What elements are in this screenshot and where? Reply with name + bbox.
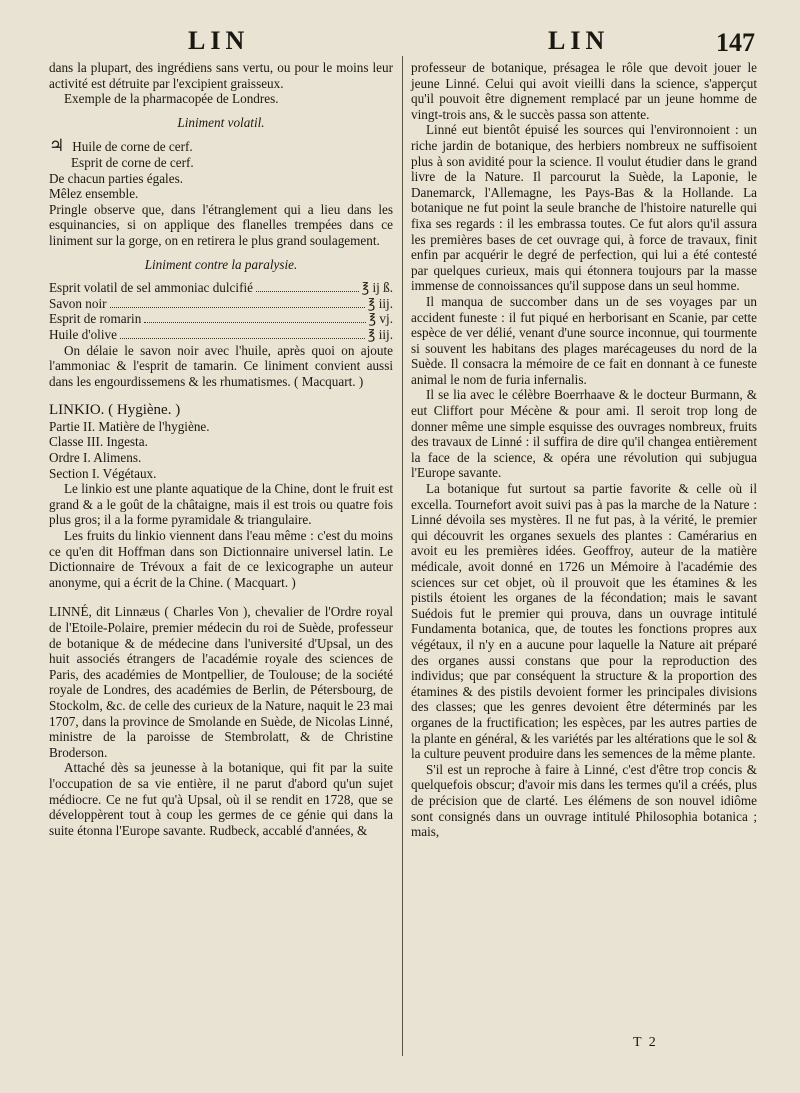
signature-mark: T 2 bbox=[633, 1035, 658, 1050]
recipe-line: De chacun parties égales. bbox=[49, 170, 184, 186]
ingredient-row: Huile d'olive ℥ iij. bbox=[49, 326, 393, 342]
linkio-class-line: Partie II. Matière de l'hygiène. bbox=[49, 418, 210, 434]
linkio-paragraph: Le linkio est une plante aquatique de la Chine, dont le fruit est grand & a le goût de la châtaigne, mais il est trois ou quatre fois plus gros; il a la forme pyramidale & triangulaire. bbox=[49, 481, 393, 528]
ingredient-row: Esprit volatil de sel ammoniac dulcifié ℥ ij ß. bbox=[49, 280, 393, 296]
linkio-class-line: Section I. Végétaux. bbox=[49, 465, 157, 481]
linne-paragraph: La botanique fut surtout sa partie favorite & celle où il excella. Tournefort avoit suivi pas à pas la marche de la Nature : Linné dévoila ses mystères. Il ne fut pas, à la vérité, le premier qui découvrit les organes sexuels des plantes : Camérarius en avoit eu les premières idées. Geoffroy, auteur de la matière médicale, avoit donné en 1726 un Mémoire à l'académie des sciences sur cet objet, où il prouvoit que les étamines & les pistils étoient les organes de la fécondation; mais le savant Suédois fut le premier qui prouva, dans un ouvrage intitulé Fundamenta botanica, que, de toutes les fonctions propres aux végétaux, il n'y en a aucune pour laquelle la Nature ait préparé des organes aussi constans que pour la reproduction des individus; que par conséquent la structure & la proportion des étamines & des pistils devoient former les principales divisions des classes; que les genres devoient être déterminés par les organes de la fructification; les espèces, par les autres parties de la plante en général, & les variétés par les altérations que le sol & la culture peuvent produire dans les semences de la même plante. bbox=[411, 481, 757, 762]
recipe-line: ♃ Huile de corne de cerf. bbox=[49, 136, 193, 156]
paralysis-title: Liniment contre la paralysie. bbox=[144, 256, 298, 272]
ingredient-row: Esprit de romarin ℥ vj. bbox=[49, 311, 393, 327]
pringle-paragraph: Pringle observe que, dans l'étranglement qui a lieu dans les esquinancies, si on applique des flanelles trempées dans ce liniment sur la gorge, on en retirera le plus grand soulagement. bbox=[49, 201, 393, 248]
column-divider bbox=[402, 56, 403, 1056]
recipe-line: Mêlez ensemble. bbox=[49, 186, 139, 202]
left-column bbox=[49, 60, 393, 838]
volatile-recipe bbox=[49, 138, 393, 201]
right-column bbox=[411, 60, 757, 840]
recipe-line: Esprit de corne de cerf. bbox=[71, 154, 194, 170]
linne-paragraph: Attaché dès sa jeunesse à la botanique, qui fit par la suite l'occupation de sa vie entière, il ne parut d'abord qu'un sujet médiocre. Ce ne fut qu'à Upsal, où il se rendit en 1728, que se développèrent tout à coup les germes de ce génie qui dans la suite étonna l'Europe savante. Rudbeck, accablé d'années, & bbox=[49, 760, 393, 838]
running-head-right: LIN bbox=[548, 26, 610, 55]
opening-paragraph: dans la plupart, des ingrédiens sans vertu, ou pour le moins leur activité est détruite par l'excipient graisseux. bbox=[49, 60, 393, 91]
volatile-title: Liniment volatil. bbox=[177, 114, 265, 130]
paralysis-recipe bbox=[49, 280, 393, 342]
paralysis-paragraph: On délaie le savon noir avec l'huile, après quoi on ajoute l'ammoniac & l'esprit de tamarin. Ce liniment convient aussi dans les engourdissemens & les rhumatismes. ( Macquart. ) bbox=[49, 342, 393, 389]
linne-paragraph: LINNÉ, dit Linnæus ( Charles Von ), chevalier de l'Ordre royal de l'Etoile-Polaire, premier médecin du roi de Suède, professeur de botanique & de médecine dans l'université d'Upsal, un des huit associés étrangers de l'académie royale des sciences de Paris, des académies de Montpellier, de Toulouse; de la société royale de Londres, des académies de Berlin, de Pétersbourg, de Stockolm, &c. de celle des curieux de la Nature, naquit le 23 mai 1707, dans la province de Smolande en Suède, de Nicolas Linné, ministre de la paroisse de Stembrolatt, & de Christine Broderson. bbox=[49, 604, 393, 760]
linkio-class-line: Classe III. Ingesta. bbox=[49, 434, 148, 450]
running-head-left: LIN bbox=[188, 26, 250, 55]
jupiter-symbol-icon: ♃ bbox=[49, 136, 65, 156]
linkio-heading: LINKIO. ( Hygiène. ) bbox=[49, 402, 181, 419]
linne-paragraph: S'il est un reproche à faire à Linné, c'est d'être trop concis & quelquefois obscur; d'avoir mis dans les termes qu'il a créés, plus de précision que de clarté. Les élémens de son nouvel idiôme sont consignés dans un ouvrage intitulé Philosophia botanica ; mais, bbox=[411, 761, 757, 840]
linne-paragraph: professeur de botanique, présagea le rôle que devoit jouer le jeune Linné. Celui qui avoit vieilli dans la science, s'apperçut qu'il pouvoit être dignement remplacé par un jeune homme de vingt-trois ans, & le succès passa son attente. bbox=[411, 60, 757, 122]
page-number: 147 bbox=[716, 28, 755, 57]
linkio-class-line: Ordre I. Alimens. bbox=[49, 450, 142, 466]
linkio-paragraph: Les fruits du linkio viennent dans l'eau même : c'est du moins ce qu'en dit Hoffman dans son Dictionnaire universel latin. Le Dictionnaire de Trévoux a fait de ce lexicographe un auteur anonyme, qui a écrit de la Chine. ( Macquart. ) bbox=[49, 528, 393, 590]
linne-paragraph: Il manqua de succomber dans un de ses voyages par un accident funeste : il fut piqué en herborisant en Scanie, par cette espèce de ver délié, venant d'une source inconnue, qui tourmente si souvent les habitans des plages marécageuses du nord de la Suède. Il consacra la mémoire de ce fait en donnant à ce funeste animal le nom de furia infernalis. bbox=[411, 293, 757, 387]
example-intro: Exemple de la pharmacopée de Londres. bbox=[64, 91, 279, 107]
linne-paragraph: Il se lia avec le célèbre Boerrhaave & le docteur Burmann, & eut Cliffort pour Mécène & pour ami. Il seroit trop long de donner même une simple esquisse des ouvrages nombreux, fruits des travaux de Linné : il suffira de dire qu'il changea entièrement la face de la science, & opéra une révolution qui subjugua l'Europe savante. bbox=[411, 387, 757, 481]
linne-paragraph: Linné eut bientôt épuisé les sources qui l'environnoient : un riche jardin de botanique, des herbiers nombreux ne suffisoient plus à son avidité pour la science. Il voulut étudier dans le grand livre de la Nature. Il parcourut la Suède, la Laponie, le Danemarck, l'Allemagne, les Pays-Bas & la Hollande. La botanique ne fut point la seule branche de l'histoire naturelle qui fixa ses regards : il les embrassa toutes. Ce fut alors qu'il assura les premières bases de cet ouvrage qui, à force de travaux, finit enfin par acquérir le degré de perfection, qui lui a été contesté par quelques curieux, mais qui étonnera toujours par la masse immense de connoissances qu'il suppose dans un seul homme. bbox=[411, 122, 757, 294]
ingredient-row: Savon noir ℥ iij. bbox=[49, 295, 393, 311]
